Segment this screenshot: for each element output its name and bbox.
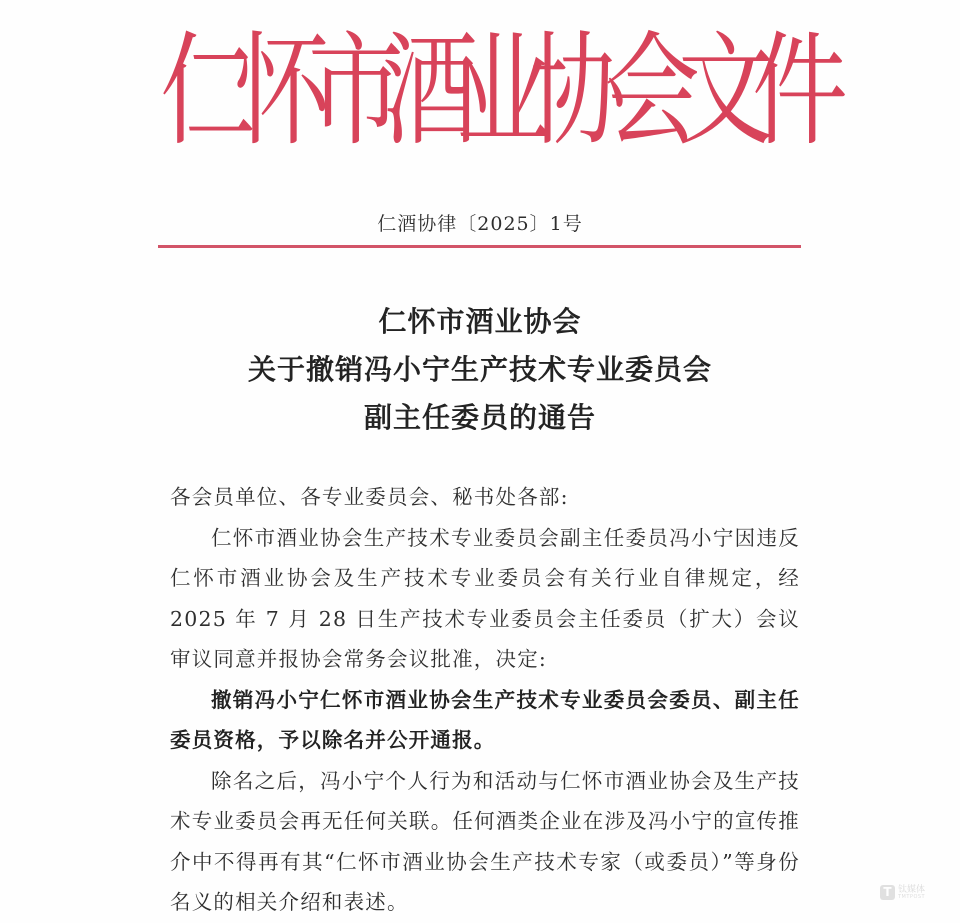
- paragraph-consequence: 除名之后，冯小宁个人行为和活动与仁怀市酒业协会及生产技术专业委员会再无任何关联。任何酒类企业在涉及冯小宁的宣传推介中不得再有其“仁怀市酒业协会生产技术专家（或委员）”等身份名义的相关介绍和表述。: [170, 768, 800, 914]
- masthead-char: 文: [678, 19, 770, 163]
- watermark-en: TMTPOST: [898, 893, 926, 900]
- salutation: 各会员单位、各专业委员会、秘书处各部:: [170, 485, 569, 509]
- document-number: 仁酒协律〔2025〕1号: [377, 213, 583, 235]
- watermark-cn: 钛媒体: [898, 884, 926, 895]
- title-line-3: 副主任委员的通告: [363, 401, 596, 434]
- paragraph-background: 仁怀市酒业协会生产技术专业委员会副主任委员冯小宁因违反仁怀市酒业协会及生产技术专业委员会有关行业自律规定，经 2025 年 7 月 28 日生产技术专业委员会主任委员（扩大）会议审议同意并报协会常务会议批准，决定:: [170, 525, 800, 671]
- masthead-char: 会: [604, 19, 696, 163]
- title-line-2: 关于撤销冯小宁生产技术专业委员会: [247, 353, 712, 386]
- tmtpost-watermark: [880, 885, 925, 900]
- masthead-char: 市: [308, 19, 400, 163]
- masthead-char: 业: [456, 19, 548, 163]
- masthead-char: 怀: [234, 19, 326, 163]
- paragraph-decision: 撤销冯小宁仁怀市酒业协会生产技术专业委员会委员、副主任委员资格，予以除名并公开通报。: [170, 687, 800, 752]
- masthead-char: 协: [530, 19, 622, 163]
- masthead-char: 仁: [160, 19, 252, 163]
- red-divider: [158, 245, 801, 248]
- notice-title: [0, 298, 960, 442]
- masthead-char: 件: [752, 19, 844, 163]
- tmtpost-logo-icon: T: [880, 885, 895, 900]
- masthead-char: 酒: [382, 19, 474, 163]
- notice-body: [170, 477, 800, 923]
- title-line-1: 仁怀市酒业协会: [378, 305, 582, 338]
- masthead-title: [160, 8, 844, 174]
